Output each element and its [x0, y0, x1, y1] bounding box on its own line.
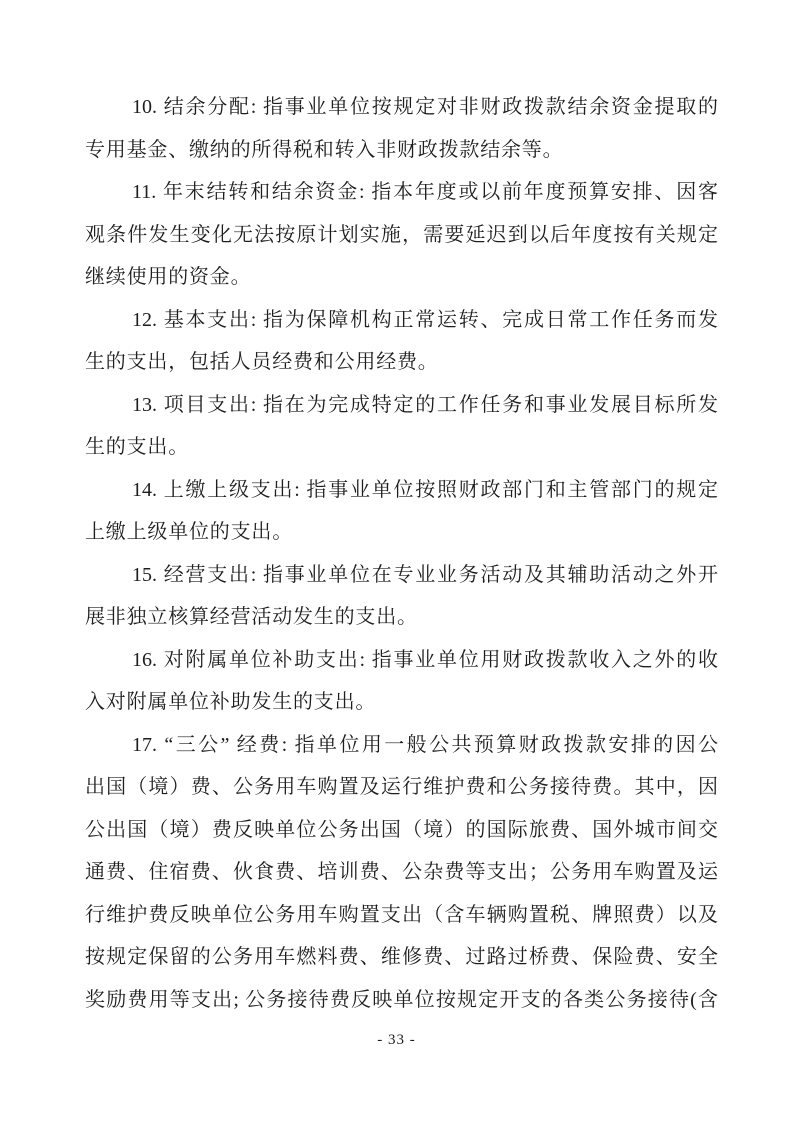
text-line: 通费、住宿费、伙食费、培训费、公杂费等支出；公务用车购置及运 [85, 861, 718, 883]
text-line: 出国（境）费、公务用车购置及运行维护费和公务接待费。其中，因 [85, 776, 718, 798]
text-line: 专用基金、缴纳的所得税和转入非财政拨款结余等。 [85, 138, 564, 161]
text-line: 上缴上级单位的支出。 [85, 521, 293, 543]
text-line: 12. 基本支出: 指为保障机构正常运转、完成日常工作任务而发 [132, 308, 718, 331]
text-line: 14. 上缴上级支出: 指事业单位按照财政部门和主管部门的规定 [132, 478, 718, 501]
paragraph-item-17-sangong-jingfei [85, 724, 718, 1022]
paragraph-item-13-xiangmu-zhichu [85, 384, 718, 469]
paragraph-item-10-jieyu-fenpei [85, 86, 718, 171]
text-line: 17. “三公” 经费: 指单位用一般公共预算财政拨款安排的因公 [132, 733, 718, 756]
text-line: 继续使用的资金。 [85, 266, 252, 288]
paragraph-item-15-jingying-zhichu [85, 554, 718, 639]
text-line: 15. 经营支出: 指事业单位在专业业务活动及其辅助活动之外开 [132, 563, 718, 586]
text-line: 10. 结余分配: 指事业单位按规定对非财政拨款结余资金提取的 [132, 96, 718, 118]
document-body [85, 86, 718, 1021]
paragraph-item-16-fushu-danwei-buzhu-zhichu [85, 639, 718, 724]
text-line: 观条件发生变化无法按原计划实施，需要延迟到以后年度按有关规定 [85, 223, 718, 246]
paragraph-item-12-jiben-zhichu [85, 299, 718, 384]
text-line: 13. 项目支出: 指在为完成特定的工作任务和事业发展目标所发 [132, 393, 718, 416]
text-line: 展非独立核算经营活动发生的支出。 [85, 606, 418, 628]
text-line: 生的支出，包括人员经费和公用经费。 [85, 351, 439, 373]
text-line: 11. 年末结转和结余资金: 指本年度或以前年度预算安排、因客 [132, 181, 718, 203]
text-line: 入对附属单位补助发生的支出。 [85, 691, 377, 713]
text-line: 行维护费反映单位公务用车购置支出（含车辆购置税、牌照费）以及 [85, 903, 718, 926]
text-line: 公出国（境）费反映单位公务出国（境）的国际旅费、国外城市间交 [85, 818, 718, 841]
paragraph-item-11-nianmo-jiezhuan [85, 171, 718, 299]
text-line: 生的支出。 [85, 436, 189, 458]
text-line: 奖励费用等支出; 公务接待费反映单位按规定开支的各类公务接待(含 [85, 988, 718, 1011]
paragraph-item-14-shangjiao-shangji-zhichu [85, 469, 718, 554]
text-line: 按规定保留的公务用车燃料费、维修费、过路过桥费、保险费、安全 [85, 946, 718, 968]
text-line: 16. 对附属单位补助支出: 指事业单位用财政拨款收入之外的收 [132, 648, 718, 671]
page-number: - 33 - [377, 1032, 416, 1048]
